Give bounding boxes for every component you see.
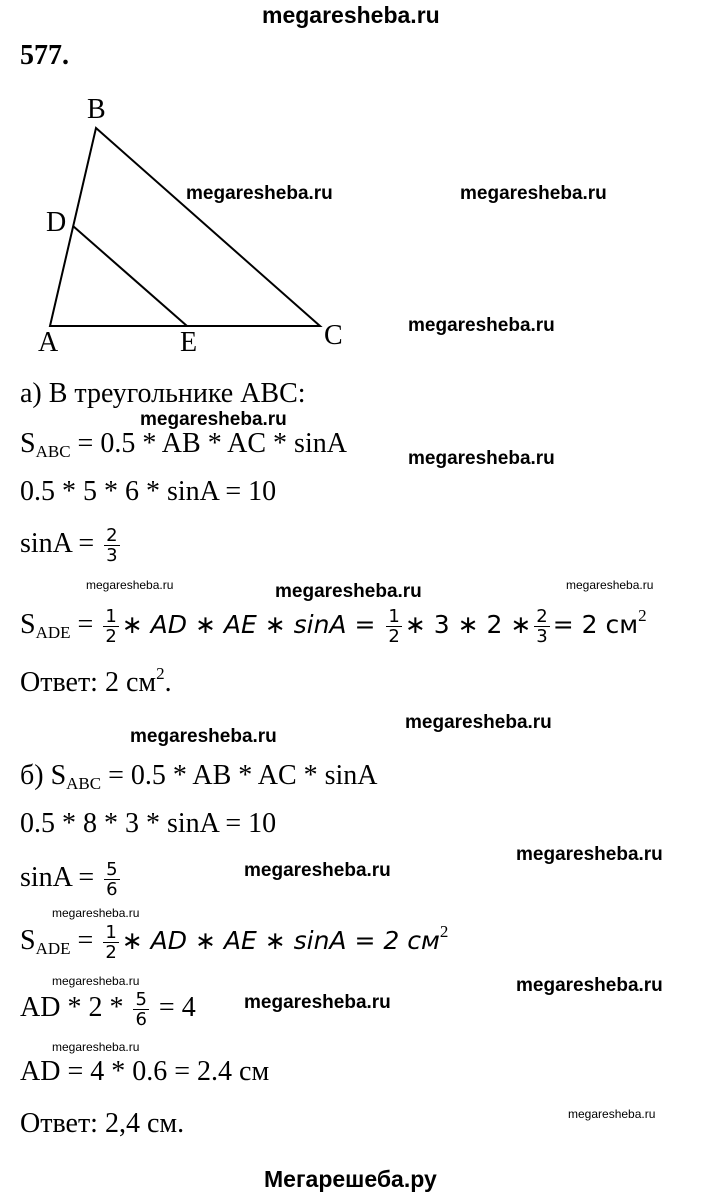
part-a-line4: $S_{ADE}$ = $\frac{1}{2}$ ∗ AD ∗ AE ∗ sinA = $\frac{1}{2}$ ∗ 3 ∗ 2 ∗ $\frac{2}{3}$ = 2 $см^2$: [20, 606, 647, 648]
watermark: megaresheba.ru: [516, 975, 663, 996]
watermark: megaresheba.ru: [408, 448, 555, 469]
vertex-label-c: C: [324, 320, 343, 351]
watermark: megaresheba.ru: [186, 183, 333, 204]
problem-number: 577.: [20, 40, 69, 71]
part-a-line1: $S_{ABC} = 0.5$ * AB * AC * sinA: [20, 428, 347, 461]
watermark-small: megaresheba.ru: [52, 906, 140, 920]
watermark-small: megaresheba.ru: [86, 578, 174, 592]
watermark: megaresheba.ru: [140, 409, 287, 430]
part-b-answer: Ответ: 2,4 см.: [20, 1108, 185, 1139]
part-a-line2: 0.5 * 5 * 6 * sinA = 10: [20, 476, 277, 507]
header-site: megaresheba.ru: [262, 2, 440, 28]
watermark: megaresheba.ru: [275, 581, 422, 602]
part-b-line3: sinA = $\frac{5}{6}$: [20, 859, 118, 900]
vertex-label-a: A: [38, 327, 59, 358]
watermark: megaresheba.ru: [516, 844, 663, 865]
watermark-small: megaresheba.ru: [568, 1107, 656, 1121]
watermark: megaresheba.ru: [408, 315, 555, 336]
part-a-intro: а) В треугольнике ABC:: [20, 378, 306, 409]
watermark-small: megaresheba.ru: [52, 1040, 140, 1054]
watermark-small: megaresheba.ru: [52, 974, 140, 988]
watermark-small: megaresheba.ru: [566, 578, 654, 592]
watermark: megaresheba.ru: [460, 183, 607, 204]
watermark: megaresheba.ru: [244, 992, 391, 1013]
part-a-line3: sinA = $\frac{2}{3}$: [20, 525, 118, 566]
part-a-answer: Ответ: 2 $см^2$.: [20, 664, 172, 698]
footer-site: Мегарешеба.ру: [264, 1166, 437, 1192]
part-b-line1: б) $S_{ABC} = 0.5$ * AB * AC * sinA: [20, 760, 378, 793]
watermark: megaresheba.ru: [244, 860, 391, 881]
part-b-line6: AD = 4 * 0.6 = 2.4 см: [20, 1056, 270, 1087]
vertex-label-d: D: [46, 207, 67, 238]
part-b-line4: $S_{ADE}$ = $\frac{1}{2}$ ∗ AD ∗ AE ∗ sinA = 2 $см^2$: [20, 922, 449, 964]
vertex-label-e: E: [180, 327, 198, 358]
triangle-figure: [0, 0, 720, 400]
triangle-abc: [50, 128, 320, 326]
segment-de: [73, 226, 187, 326]
part-b-line5: AD * 2 * $\frac{5}{6}$ = 4: [20, 989, 196, 1030]
watermark: megaresheba.ru: [130, 726, 277, 747]
vertex-label-b: B: [87, 94, 106, 125]
part-b-line2: 0.5 * 8 * 3 * sinA = 10: [20, 808, 277, 839]
watermark: megaresheba.ru: [405, 712, 552, 733]
